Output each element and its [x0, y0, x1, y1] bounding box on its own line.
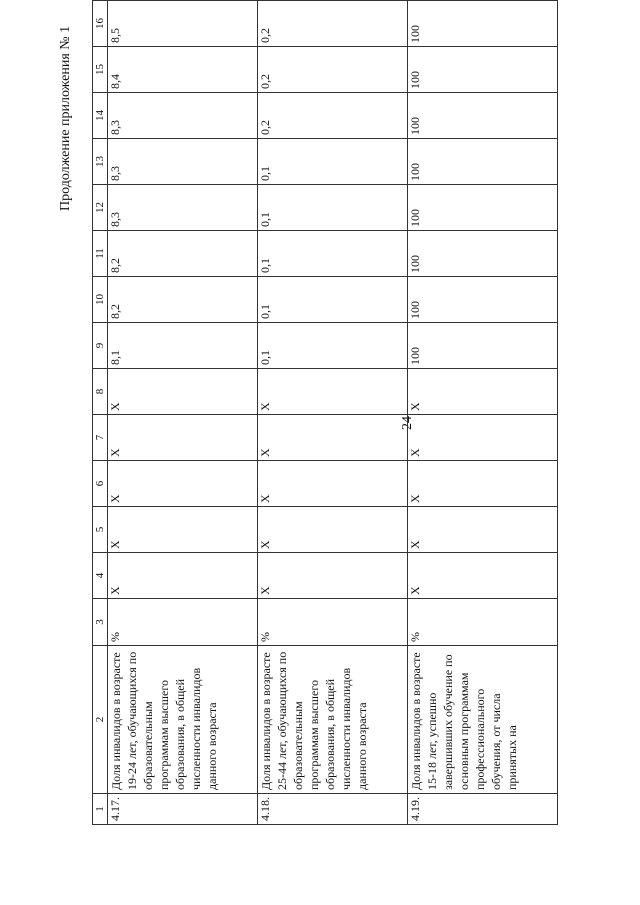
value-cell: 8,3 — [108, 185, 258, 231]
value-cell: 100 — [408, 277, 558, 323]
value-cell: X — [258, 369, 408, 415]
col-number: 6 — [93, 461, 108, 507]
value-cell: 8,5 — [108, 1, 258, 47]
col-number: 15 — [93, 47, 108, 93]
value-cell: X — [408, 415, 558, 461]
col-number: 10 — [93, 277, 108, 323]
col-number: 14 — [93, 93, 108, 139]
value-cell: 100 — [408, 323, 558, 369]
value-cell: X — [408, 507, 558, 553]
continuation-note: Продолжение приложения № 1 — [58, 25, 73, 211]
value-cell: 100 — [408, 93, 558, 139]
value-cell: X — [408, 553, 558, 599]
value-cell: 8,1 — [108, 323, 258, 369]
value-cell: X — [108, 369, 258, 415]
value-cell: X — [108, 553, 258, 599]
value-cell: 0,2 — [258, 1, 408, 47]
value-cell: 0,1 — [258, 277, 408, 323]
col-number: 3 — [93, 599, 108, 646]
row-unit: % — [408, 599, 558, 646]
value-cell: 100 — [408, 1, 558, 47]
value-cell: 8,4 — [108, 47, 258, 93]
value-cell: 0,1 — [258, 323, 408, 369]
column-number-row — [93, 1, 108, 825]
value-cell: 0,2 — [258, 47, 408, 93]
col-number: 1 — [93, 794, 108, 825]
row-description: Доля инвалидов в возрасте 25-44 лет, обучающихся по образовательным программам высшего образования, в общей численности инвалидов данного возраста — [258, 646, 408, 794]
col-number: 2 — [93, 646, 108, 794]
table-row — [258, 1, 408, 825]
col-number: 8 — [93, 369, 108, 415]
value-cell: 0,1 — [258, 185, 408, 231]
col-number: 11 — [93, 231, 108, 277]
value-cell: X — [258, 507, 408, 553]
col-number: 9 — [93, 323, 108, 369]
col-number: 4 — [93, 553, 108, 599]
row-number: 4.17. — [108, 794, 258, 825]
value-cell: 0,2 — [258, 93, 408, 139]
row-unit: % — [258, 599, 408, 646]
value-cell: 8,3 — [108, 139, 258, 185]
row-number: 4.18. — [258, 794, 408, 825]
col-number: 13 — [93, 139, 108, 185]
indicators-table — [92, 0, 558, 825]
value-cell: X — [258, 415, 408, 461]
table-row — [408, 1, 558, 825]
col-number: 5 — [93, 507, 108, 553]
value-cell: 0,1 — [258, 231, 408, 277]
row-description: Доля инвалидов в возрасте 19-24 лет, обучающихся по образовательным программам высшего образования, в общей численности инвалидов данного возраста — [108, 646, 258, 794]
value-cell: 100 — [408, 47, 558, 93]
row-description: Доля инвалидов в возрасте 15-18 лет, успешно завершивших обучение по основным программам профессионального обучения, от числа принятых на — [408, 646, 558, 794]
col-number: 7 — [93, 415, 108, 461]
value-cell: X — [258, 553, 408, 599]
value-cell: 100 — [408, 231, 558, 277]
col-number: 12 — [93, 185, 108, 231]
value-cell: 100 — [408, 185, 558, 231]
value-cell: 8,2 — [108, 277, 258, 323]
value-cell: 8,3 — [108, 93, 258, 139]
value-cell: X — [108, 415, 258, 461]
value-cell: X — [408, 369, 558, 415]
value-cell: 100 — [408, 139, 558, 185]
value-cell: X — [258, 461, 408, 507]
col-number: 16 — [93, 1, 108, 47]
table-row — [108, 1, 258, 825]
value-cell: X — [108, 507, 258, 553]
page-number: 24 — [400, 416, 415, 430]
value-cell: 8,2 — [108, 231, 258, 277]
row-unit: % — [108, 599, 258, 646]
value-cell: 0,1 — [258, 139, 408, 185]
row-number: 4.19. — [408, 794, 558, 825]
value-cell: X — [408, 461, 558, 507]
value-cell: X — [108, 461, 258, 507]
